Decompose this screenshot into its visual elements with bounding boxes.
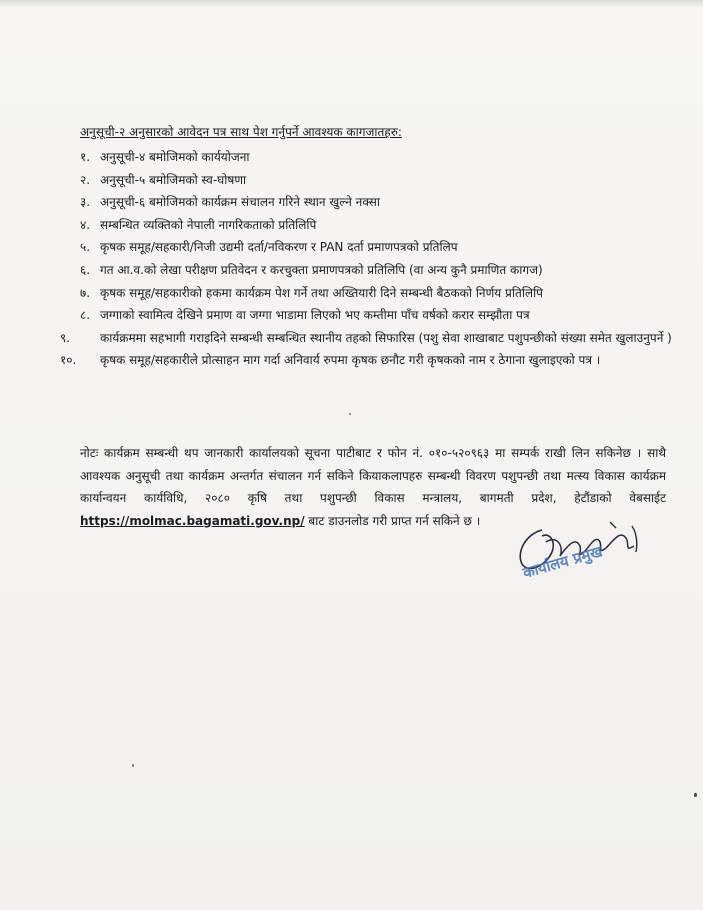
list-item xyxy=(80,191,680,214)
list-item-number: ६. xyxy=(80,262,91,277)
list-item-text: अनुसूची-६ बमोजिमको कार्यक्रम संचालन गरिने स्थान खुल्ने नक्सा xyxy=(100,195,381,210)
list-item-number: १. xyxy=(80,150,91,164)
list-item xyxy=(80,236,680,259)
list-item xyxy=(80,304,680,327)
scan-speck xyxy=(349,413,351,415)
list-item-text: अनुसूची-५ बमोजिमको स्व-घोषणा xyxy=(100,172,247,187)
list-item-number: ३. xyxy=(80,195,91,210)
list-item-number: ५. xyxy=(80,240,91,255)
list-item xyxy=(60,349,686,371)
website-link[interactable]: https://molmac.bagamati.gov.np/ xyxy=(80,513,305,528)
list-item xyxy=(80,259,680,282)
document-heading: अनुसूची-२ अनुसारको आवेदन पत्र साथ पेश गर्नुपर्ने आवश्यक कागजातहरु: xyxy=(80,125,402,139)
list-item-number: ८. xyxy=(80,308,91,323)
list-item-text: सम्बन्धित व्यक्तिको नेपाली नागरिकताको प्रतिलिपि xyxy=(100,217,317,232)
scan-speck xyxy=(694,793,697,797)
list-item-number: ७. xyxy=(80,285,91,300)
list-item-text: गत आ.व.को लेखा परीक्षण प्रतिवेदन र करचुक्ता प्रमाणपत्रको प्रतिलिपि (वा अन्य कुनै प्रमाणित कागज) xyxy=(100,262,543,277)
list-item xyxy=(80,169,680,192)
requirements-list xyxy=(60,146,680,371)
note-text-end: बाट डाउनलोड गरी प्राप्त गर्न सकिने छ । xyxy=(304,513,481,528)
list-item xyxy=(60,327,686,349)
list-item xyxy=(80,282,680,305)
list-item xyxy=(80,214,680,237)
list-item-text: कृषक समूह/सहकारीले प्रोत्साहन माग गर्दा अनिवार्य रुपमा कृषक छनौट गरी कृषकको नाम र ठेगाना खुलाइएको पत्र । xyxy=(100,352,601,367)
list-item-number: ४. xyxy=(80,217,91,232)
list-item-number: १०. xyxy=(60,352,77,367)
list-item-text: अनुसूची-४ बमोजिमको कार्ययोजना xyxy=(100,150,250,164)
note-text: नोटः कार्यक्रम सम्बन्धी थप जानकारी कार्यालयको सूचना पाटीबाट र फोन नं. ०१०-५२०९६३ मा सम्पर्क राखी लिन सकिनेछ । साथै आवश्यक अनुसूची तथा कार्यक्रम अन्तर्गत संचालन गर्न सकिने कियाकलापहरु सम्बन्धी विवरण पशुपन्छी तथा मत्स्य विकास कार्यक्रम कार्यान्वयन कार्यविधि, २०८० कृषि तथा पशुपन्छी विकास मन्त्रालय, बागमती प्रदेश, हेटौंडाको वेबसाईट xyxy=(80,446,666,505)
scan-speck xyxy=(132,764,134,767)
list-item-number: २. xyxy=(80,172,91,187)
list-item-text: कृषक समूह/सहकारीको हकमा कार्यक्रम पेश गर्ने तथा अख्तियारी दिने सम्बन्धी बैठकको निर्णय प्रतिलिपि xyxy=(100,285,543,300)
list-item-text: कार्यक्रममा सहभागी गराइदिने सम्बन्धी सम्बन्धित स्थानीय तहको सिफारिस (पशु सेवा शाखाबाट पशुपन्छीको संख्या समेत खुलाउनुपर्ने ) xyxy=(100,330,672,345)
office-stamp: कार्यालय प्रमुख xyxy=(520,542,605,583)
list-item xyxy=(80,146,680,169)
list-item-text: कृषक समूह/सहकारी/निजी उद्यमी दर्ता/नविकरण र PAN दर्ता प्रमाणपत्रको प्रतिलिप xyxy=(100,240,458,255)
scan-top-edge xyxy=(0,0,703,8)
list-item-number: ९. xyxy=(60,330,71,345)
list-item-text: जग्गाको स्वामित्व देखिने प्रमाण वा जग्गा भाडामा लिएको भए कम्तीमा पाँच वर्षको करार सम्झौता पत्र xyxy=(100,308,530,323)
